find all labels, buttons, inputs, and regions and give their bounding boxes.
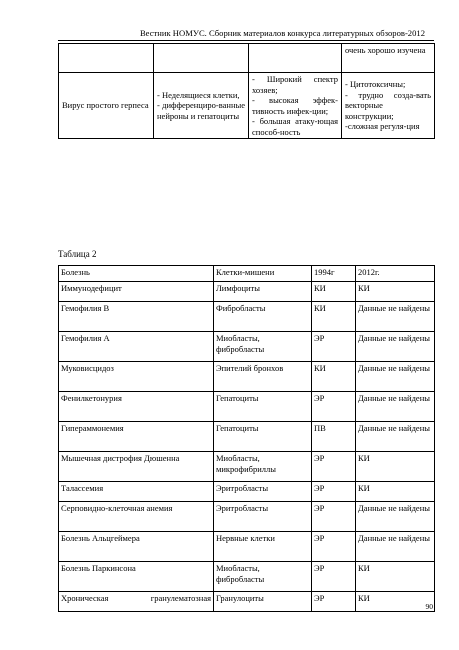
table-cell: Мышечная дистрофия Дюшенна <box>59 452 214 482</box>
table-cell: Гепатоциты <box>214 392 312 422</box>
table-cell: Данные не найдены <box>356 392 435 422</box>
table-cell: - Неделящиеся клетки, - дифференциро-ванные нейроны и гепатоциты <box>154 73 249 139</box>
table-cell <box>59 44 154 73</box>
column-header: Клетки-мишени <box>214 266 312 282</box>
table-cell: Хроническая гранулематозная <box>59 592 214 612</box>
table-cell: КИ <box>356 482 435 502</box>
table-cell: Данные не найдены <box>356 422 435 452</box>
table-row <box>59 362 435 392</box>
table-cell: Гемофилия В <box>59 302 214 332</box>
table-cell: КИ <box>356 452 435 482</box>
table-cell: Данные не найдены <box>356 362 435 392</box>
table-cell: ЭР <box>312 452 356 482</box>
table-caption: Таблица 2 <box>58 249 97 259</box>
table-cell: очень хорошо изучена <box>342 44 435 73</box>
table-row <box>59 592 435 612</box>
table-row <box>59 452 435 482</box>
table-cell: ЭР <box>312 392 356 422</box>
table-cell: ЭР <box>312 482 356 502</box>
table-cell: КИ <box>312 282 356 302</box>
table-row <box>59 282 435 302</box>
table-row <box>59 532 435 562</box>
table-row <box>59 392 435 422</box>
table-row <box>59 422 435 452</box>
table-cell: Нервные клетки <box>214 532 312 562</box>
table-cell: Лимфоциты <box>214 282 312 302</box>
table-cell: Эпителий бронхов <box>214 362 312 392</box>
table-cell: ЭР <box>312 502 356 532</box>
table-cell: - Цитотоксичны; - трудно созда-вать векторные конструкции; -сложная регуля-ция <box>342 73 435 139</box>
table-row <box>59 73 435 139</box>
table-cell: ЭР <box>312 532 356 562</box>
table-cell: Данные не найдены <box>356 332 435 362</box>
table-cell <box>154 44 249 73</box>
column-header: Болезнь <box>59 266 214 282</box>
table-row <box>59 44 435 73</box>
table-header-row <box>59 266 435 282</box>
header-rule <box>58 40 434 41</box>
table-cell: Талассемия <box>59 482 214 502</box>
table-row <box>59 562 435 592</box>
table-cell: КИ <box>356 562 435 592</box>
table-cell: Данные не найдены <box>356 532 435 562</box>
table-cell: Болезнь Альцгеймера <box>59 532 214 562</box>
table-cell: - Широкий спектр хозяев; - высокая эффек-тивность инфек-ции; - большая атаку-ющая способ-ность <box>249 73 342 139</box>
table-cell: Фенилкетонурия <box>59 392 214 422</box>
table-cell: Серповидно-клеточная анемия <box>59 502 214 532</box>
table-cell: Муковисцидоз <box>59 362 214 392</box>
table-row <box>59 332 435 362</box>
table-row <box>59 482 435 502</box>
table-cell: Эритробласты <box>214 502 312 532</box>
table-cell: КИ <box>312 302 356 332</box>
table-cell: КИ <box>356 282 435 302</box>
table-cell: ПВ <box>312 422 356 452</box>
table-cell: Гранулоциты <box>214 592 312 612</box>
table-cell: Иммунодефицит <box>59 282 214 302</box>
table-cell: Гемофилия А <box>59 332 214 362</box>
running-header: Вестник НОМУС. Сборник материалов конкурса литературных обзоров-2012 <box>139 28 425 38</box>
column-header: 2012г. <box>356 266 435 282</box>
page-number: 90 <box>425 602 433 611</box>
table-cell: Эритробласты <box>214 482 312 502</box>
gene-therapy-table <box>58 265 435 612</box>
table-row <box>59 502 435 532</box>
table-row <box>59 302 435 332</box>
vector-table <box>58 43 435 139</box>
table-cell: Вирус простого герпеса <box>59 73 154 139</box>
table-cell: Миобласты, фибробласты <box>214 562 312 592</box>
table-cell: Данные не найдены <box>356 302 435 332</box>
table-cell: Гепатоциты <box>214 422 312 452</box>
table-cell: Фибробласты <box>214 302 312 332</box>
table-cell: ЭР <box>312 332 356 362</box>
table-cell: КИ <box>312 362 356 392</box>
table-cell: ЭР <box>312 562 356 592</box>
table-cell: ЭР <box>312 592 356 612</box>
table-cell: КИ <box>356 592 435 612</box>
table-cell: Миобласты, фибробласты <box>214 332 312 362</box>
table-cell: Данные не найдены <box>356 502 435 532</box>
column-header: 1994г <box>312 266 356 282</box>
table-cell: Миобласты, микрофибриллы <box>214 452 312 482</box>
table-cell <box>249 44 342 73</box>
table-cell: Болезнь Паркинсона <box>59 562 214 592</box>
table-cell: Гипераммонемия <box>59 422 214 452</box>
